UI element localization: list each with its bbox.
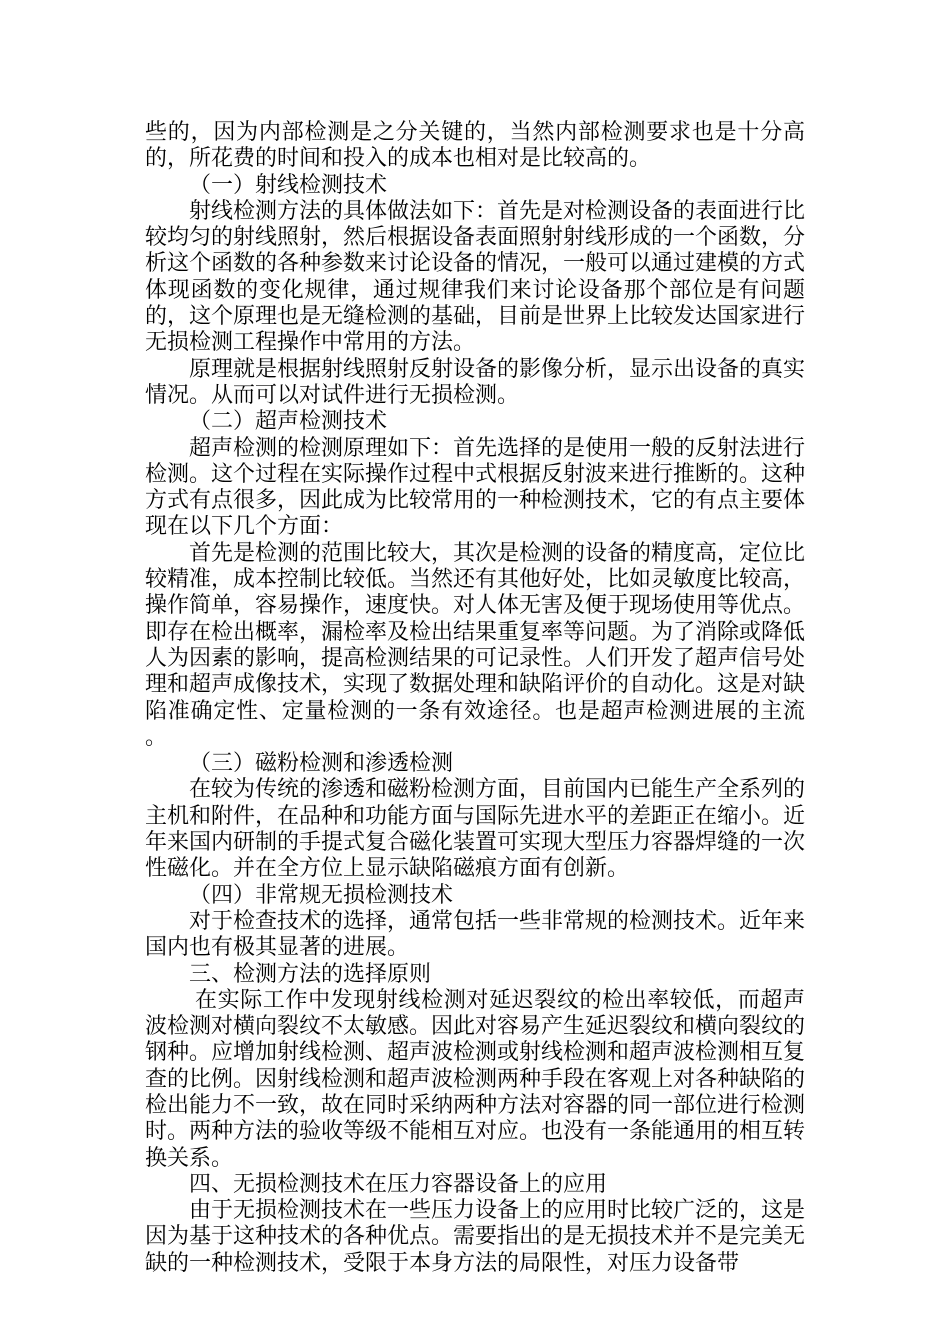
paragraph-pressure-vessel-application: 由于无损检测技术在一些压力设备上的应用时比较广泛的，这是因为基于这种技术的各种优点。需要指出的是无损技术并不是完美无缺的一种检测技术，受限于本身方法的局限性，对压力设备带: [145, 1198, 806, 1276]
paragraph-unconventional-testing: 对于检查技术的选择，通常包括一些非常规的检测技术。近年来国内也有极其显著的进展。: [145, 908, 806, 961]
section-heading-magnetic-penetrant-testing: （三）磁粉检测和渗透检测: [189, 751, 454, 777]
paragraph-radiographic-principle: 原理就是根据射线照射反射设备的影像分析，显示出设备的真实情况。从而可以对试件进行无损检测。: [145, 356, 806, 408]
section-heading-ultrasonic-testing: （二）超声检测技术: [189, 409, 388, 435]
section-heading-selection-principles: 三、检测方法的选择原则: [189, 961, 432, 987]
paragraph-selection-principles: 在实际工作中发现射线检测对延迟裂纹的检出率较低，而超声波检测对横向裂纹不太敏感。因此对容易产生延迟裂纹和横向裂纹的钢种。应增加射线检测、超声波检测或射线检测和超声波检测相互复查的比例。因射线检测和超声波检测两种手段在客观上对各种缺陷的检出能力不一致，故在同时采纳两种方法对容器的同一部位进行检测时。两种方法的验收等级不能相互对应。也没有一条能通用的相互转换关系。: [145, 987, 806, 1171]
paragraph-ultrasonic-principle: 超声检测的检测原理如下：首先选择的是使用一般的反射法进行检测。这个过程在实际操作过程中式根据反射波来进行推断的。这种方式有点很多，因此成为比较常用的一种检测技术，它的有点主要体现在以下几个方面：: [145, 435, 806, 540]
section-heading-pressure-vessel-application: 四、无损检测技术在压力容器设备上的应用: [189, 1171, 608, 1197]
document-body: [145, 120, 805, 1277]
paragraph-magnetic-penetrant: 在较为传统的渗透和磁粉检测方面，目前国内已能生产全系列的主机和附件，在品种和功能方面与国际先进水平的差距正在缩小。近年来国内研制的手提式复合磁化装置可实现大型压力容器焊缝的一次性磁化。并在全方位上显示缺陷磁痕方面有创新。: [145, 777, 806, 882]
section-heading-unconventional-testing: （四）非常规无损检测技术: [189, 882, 454, 908]
section-heading-radiographic-testing: （一）射线检测技术: [189, 172, 388, 198]
paragraph-continuation: 些的，因为内部检测是之分关键的，当然内部检测要求也是十分高的，所花费的时间和投入的成本也相对是比较高的。: [145, 120, 805, 172]
paragraph-radiographic-method: 射线检测方法的具体做法如下：首先是对检测设备的表面进行比较均匀的射线照射，然后根据设备表面照射射线形成的一个函数，分析这个函数的各种参数来讨论设备的情况，一般可以通过建模的方式体现函数的变化规律，通过规律我们来讨论设备那个部位是有问题的，这个原理也是无缝检测的基础，目前是世界上比较发达国家进行无损检测工程操作中常用的方法。: [145, 198, 806, 356]
paragraph-ultrasonic-advantages: 首先是检测的范围比较大，其次是检测的设备的精度高，定位比较精准，成本控制比较低。当然还有其他好处，比如灵敏度比较高，操作简单，容易操作，速度快。对人体无害及便于现场使用等优点。即存在检出概率，漏检率及检出结果重复率等问题。为了消除或降低人为因素的影响，提高检测结果的可记录性。人们开发了超声信号处理和超声成像技术，实现了数据处理和缺陷评价的自动化。这是对缺陷准确定性、定量检测的一条有效途径。也是超声检测进展的主流 。: [145, 540, 806, 750]
